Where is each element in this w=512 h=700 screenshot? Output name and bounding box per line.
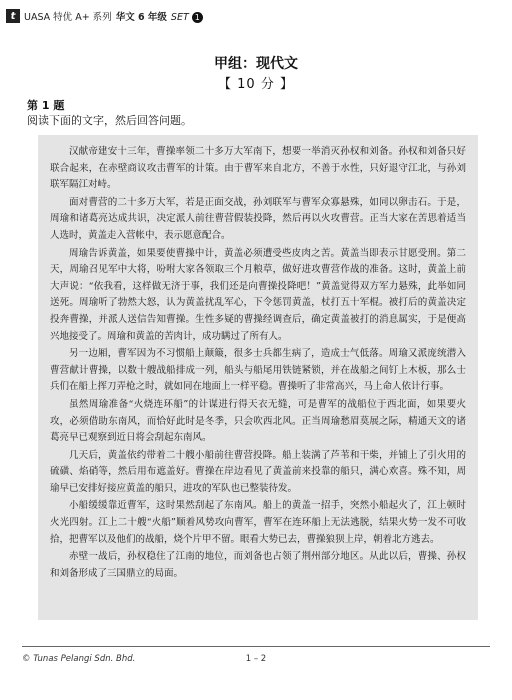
page-number: 1 – 2 bbox=[245, 654, 267, 664]
series-name: UASA 特优 A+ 系列 bbox=[24, 12, 112, 23]
publisher-logo-icon: t bbox=[6, 9, 20, 23]
passage-paragraph: 赤壁一战后，孙权稳住了江南的地位，而刘备也占领了荆州部分地区。从此以后，曹操、孙权和刘备形成了三国鼎立的局面。 bbox=[50, 551, 466, 579]
passage-paragraph: 面对曹营的二十多万大军，若是正面交战，孙刘联军与曹军众寡悬殊，如同以卵击石。于是，周瑜和诸葛亮达成共识，决定派人前往曹营假装投降，然后再以火攻曹营。正当大家在苦思着适当人选时，黄盖走入营帐中，表示愿意配合。 bbox=[50, 196, 466, 241]
passage-paragraph: 汉献帝建安十三年，曹操率领二十多万大军南下，想要一举消灭孙权和刘备。孙权和刘备只好联合起来，在赤壁商议攻击曹军的计策。由于曹军来自北方，不善于水性，只好退守江北，与孙刘联军隔江对峙。 bbox=[50, 146, 466, 191]
passage-paragraph: 小船缓缓靠近曹军，这时果然刮起了东南风。船上的黄盖一招手，突然小船起火了，江上顿时火光四射。江上二十艘“火船”顺着风势攻向曹军，曹军在连环船上无法逃脱，结果火势一发不可收拾，把曹军以及他们的战船，烧个片甲不留。眼看大势已去，曹操狼狈上岸，朝着北方逃去。 bbox=[50, 500, 466, 545]
section-title: 甲组：现代文 bbox=[214, 56, 298, 72]
page-header bbox=[6, 7, 203, 25]
question-instruction: 阅读下面的文字，然后回答问题。 bbox=[27, 114, 192, 127]
reading-passage bbox=[38, 135, 478, 620]
publisher-credit: © Tunas Pelangi Sdn. Bhd. bbox=[22, 654, 136, 664]
passage-paragraph: 另一边厢，曹军因为不习惯船上颠簸，很多士兵都生病了，造成士气低落。周瑜又派庞统潜入曹营献计曹操，以数十艘战船排成一列，船头与船尾用铁链紧锁，并在战船之间钉上木板，那么士兵们在船上挥刀弄枪之时，就如同在地面上一样平稳。曹操听了非常高兴，马上命人依计行事。 bbox=[50, 348, 466, 393]
section-marks: 【 10 分 】 bbox=[218, 77, 294, 92]
subject-grade: 华文 6 年级 bbox=[115, 12, 167, 23]
set-label: SET bbox=[170, 12, 189, 23]
passage-paragraph: 虽然周瑜准备“火烧连环船”的计谋进行得天衣无缝，可是曹军的战船位于西北面，如果要火攻，必须借助东南风，而恰好此时是冬季，只会吹西北风。正当周瑜愁眉莫展之际，精通天文的诸葛亮早已观察到近日将会刮起东南风。 bbox=[50, 398, 466, 444]
question-number: 第 1 题 bbox=[27, 99, 65, 112]
footer-divider bbox=[22, 646, 490, 647]
series-label bbox=[24, 9, 203, 23]
set-number-badge: 1 bbox=[192, 12, 203, 23]
passage-paragraph: 几天后，黄盖依约带着二十艘小船前往曹营投降。船上装满了芦苇和干柴，并铺上了引火用的硫磺、焰硝等，然后用布遮盖好。曹操在岸边看见了黄盖前来投靠的船只，满心欢喜。殊不知，周瑜早已安排好接应黄盖的船只，进攻的军队也已整装待发。 bbox=[50, 449, 466, 494]
passage-paragraph: 周瑜告诉黄盖，如果要使曹操中计，黄盖必须遭受些皮肉之苦。黄盖当即表示甘愿受刑。第二天，周瑜召见军中大将，吩咐大家各领取三个月粮草，做好进攻曹营作战的准备。这时，黄盖上前大声说：“依我看，这样做无济于事，我们还是向曹操投降吧！”黄盖觉得双方军力悬殊，此举如同送死。周瑜听了勃然大怒，认为黄盖扰乱军心，下令惩罚黄盖，杖打五十军棍。被打后的黄盖决定投奔曹操，并派人送信告知曹操。生性多疑的曹操经调查后，确定黄盖被打的消息属实，于是便高兴地接受了。周瑜和黄盖的苦肉计，成功瞒过了所有人。 bbox=[50, 247, 466, 342]
